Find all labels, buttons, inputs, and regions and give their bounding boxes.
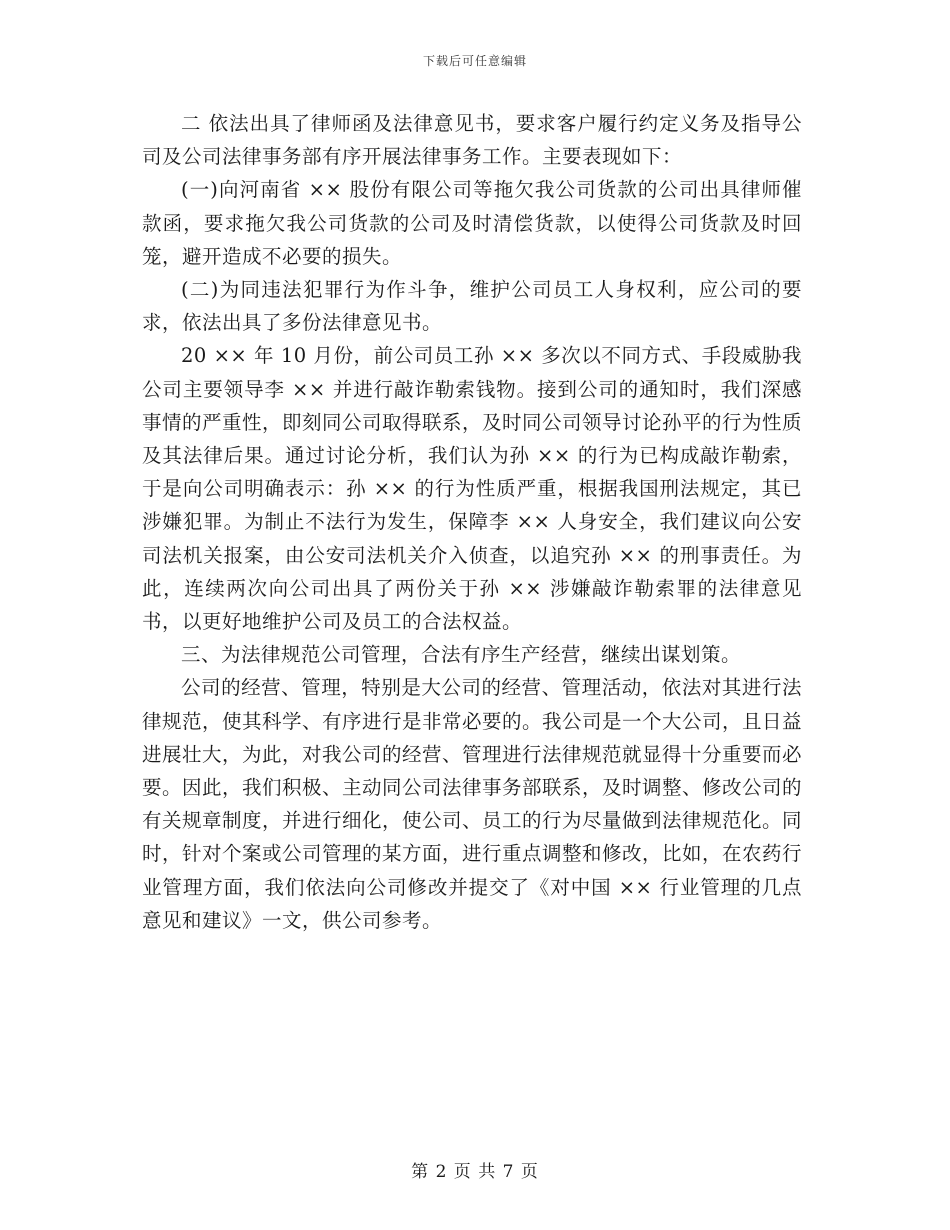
paragraph-case-detail: 20 ×× 年 10 月份，前公司员工孙 ×× 多次以不同方式、手段威胁我公司主要领导李 ×× 并进行敲诈勒索钱物。接到公司的通知时，我们深感事情的严重性，即刻同公司取得联系，及时同公司领导讨论孙平的行为性质及其法律后果。通过讨论分析，我们认为孙 ×× 的行为已构成敲诈勒索，于是向公司明确表示：孙 ×× 的行为性质严重，根据我国刑法规定，其已涉嫌犯罪。为制止不法行为发生，保障李 ×× 人身安全，我们建议向公安司法机关报案，由公安司法机关介入侦查，以追究孙 ×× 的刑事责任。为此，连续两次向公司出具了两份关于孙 ×× 涉嫌敲诈勒索罪的法律意见书，以更好地维护公司及员工的合法权益。 xyxy=(142,344,803,634)
paragraph-item-one: (一)向河南省 ×× 股份有限公司等拖欠我公司货款的公司出具律师催款函，要求拖欠我公司货款的公司及时清偿货款，以使得公司货款及时回笼，避开造成不必要的损失。 xyxy=(142,178,802,268)
paragraph-item-two: (二)为同违法犯罪行为作斗争，维护公司员工人身权利，应公司的要求，依法出具了多份法律意见书。 xyxy=(142,278,802,335)
document-body xyxy=(142,107,802,937)
paragraph-management: 公司的经营、管理，特别是大公司的经营、管理活动，依法对其进行法律规范，使其科学、有序进行是非常必要的。我公司是一个大公司，且日益进展壮大，为此，对我公司的经营、管理进行法律规范就显得十分重要而必要。因此，我们积极、主动同公司法律事务部联系，及时调整、修改公司的有关规章制度，并进行细化，使公司、员工的行为尽量做到法律规范化。同时，针对个案或公司管理的某方面，进行重点调整和修改，比如，在农药行业管理方面，我们依法向公司修改并提交了《对中国 ×× 行业管理的几点意见和建议》一文，供公司参考。 xyxy=(142,676,803,932)
page-header: 下载后可任意编辑 xyxy=(422,54,527,68)
paragraph-section-two: 二 依法出具了律师函及法律意见书，要求客户履行约定义务及指导公司及公司法律事务部有序开展法律事务工作。主要表现如下： xyxy=(142,112,802,169)
page-number-footer: 第 2 页 共 7 页 xyxy=(411,1162,539,1182)
paragraph-section-three: 三、为法律规范公司管理，合法有序生产经营，继续出谋划策。 xyxy=(181,643,742,667)
